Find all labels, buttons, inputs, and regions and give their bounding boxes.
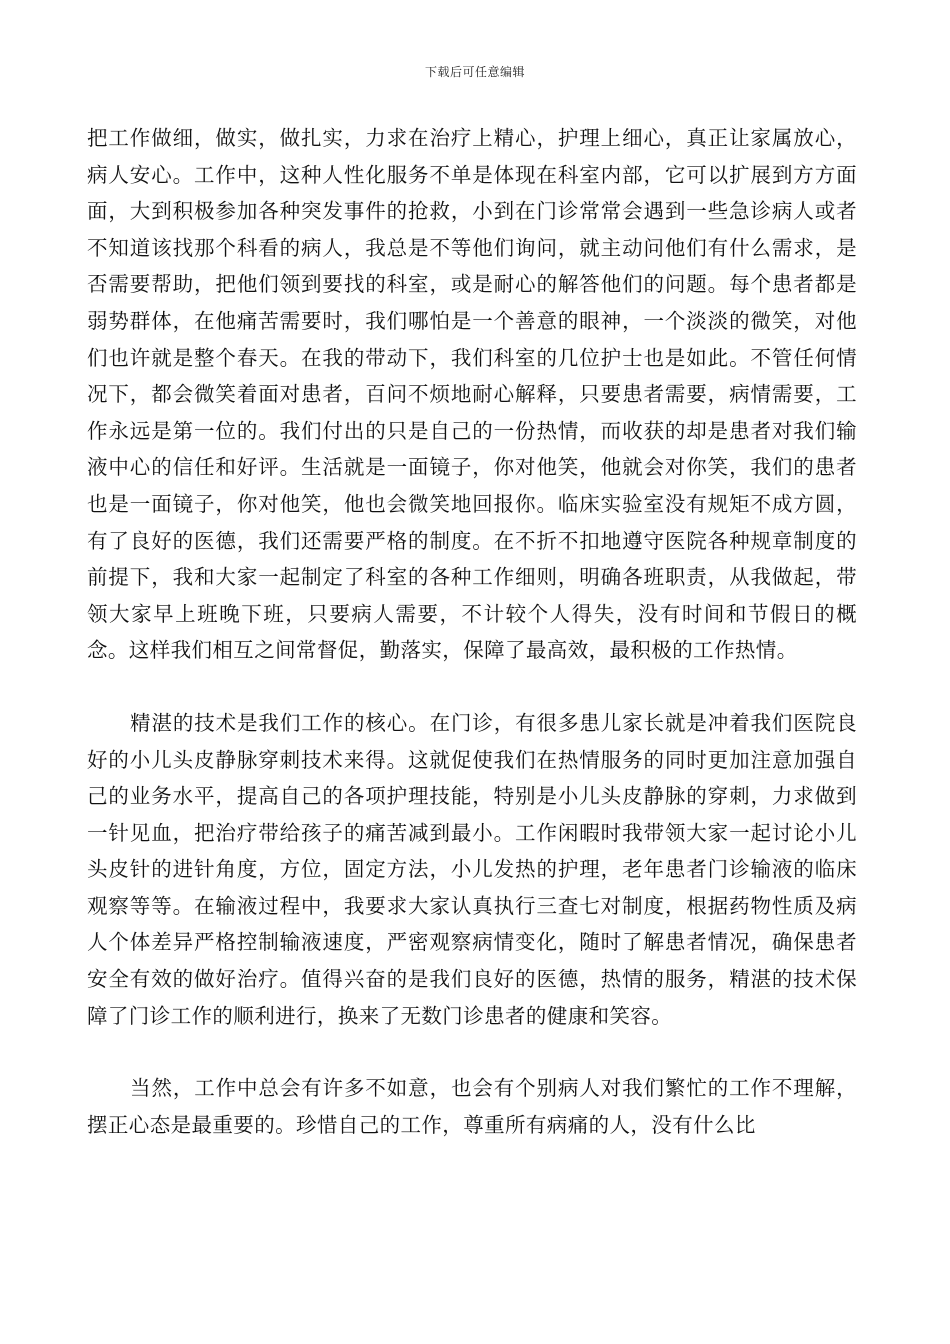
document-body — [87, 120, 857, 1143]
paragraph-2: 精湛的技术是我们工作的核心。在门诊，有很多患儿家长就是冲着我们医院良好的小儿头皮静脉穿刺技术来得。这就促使我们在热情服务的同时更加注意加强自己的业务水平，提高自己的各项护理技能，特别是小儿头皮静脉的穿刺，力求做到一针见血，把治疗带给孩子的痛苦减到最小。工作闲暇时我带领大家一起讨论小儿头皮针的进针角度，方位，固定方法，小儿发热的护理，老年患者门诊输液的临床观察等等。在输液过程中，我要求大家认真执行三查七对制度，根据药物性质及病人个体差异严格控制输液速度，严密观察病情变化，随时了解患者情况，确保患者安全有效的做好治疗。值得兴奋的是我们良好的医德，热情的服务，精湛的技术保障了门诊工作的顺利进行，换来了无数门诊患者的健康和笑容。 — [87, 710, 857, 1028]
paragraph-3: 当然，工作中总会有许多不如意，也会有个别病人对我们繁忙的工作不理解，摆正心态是最重要的。珍惜自己的工作，尊重所有病痛的人，没有什么比 — [87, 1076, 857, 1137]
paragraph-1: 把工作做细，做实，做扎实，力求在治疗上精心，护理上细心，真正让家属放心，病人安心。工作中，这种人性化服务不单是体现在科室内部，它可以扩展到方方面面，大到积极参加各种突发事件的抢救，小到在门诊常常会遇到一些急诊病人或者不知道该找那个科看的病人，我总是不等他们询问，就主动问他们有什么需求，是否需要帮助，把他们领到要找的科室，或是耐心的解答他们的问题。每个患者都是弱势群体，在他痛苦需要时，我们哪怕是一个善意的眼神，一个淡淡的微笑，对他们也许就是整个春天。在我的带动下，我们科室的几位护士也是如此。不管任何情况下，都会微笑着面对患者，百问不烦地耐心解释，只要患者需要，病情需要，工作永远是第一位的。我们付出的只是自己的一份热情，而收获的却是患者对我们输液中心的信任和好评。生活就是一面镜子，你对他笑，他就会对你笑，我们的患者也是一面镜子，你对他笑，他也会微笑地回报你。临床实验室没有规矩不成方圆，有了良好的医德，我们还需要严格的制度。在不折不扣地遵守医院各种规章制度的前提下，我和大家一起制定了科室的各种工作细则，明确各班职责，从我做起，带领大家早上班晚下班，只要病人需要，不计较个人得失，没有时间和节假日的概念。这样我们相互之间常督促，勤落实，保障了最高效，最积极的工作热情。 — [87, 126, 857, 663]
page-header: 下载后可任意编辑 — [424, 65, 525, 79]
